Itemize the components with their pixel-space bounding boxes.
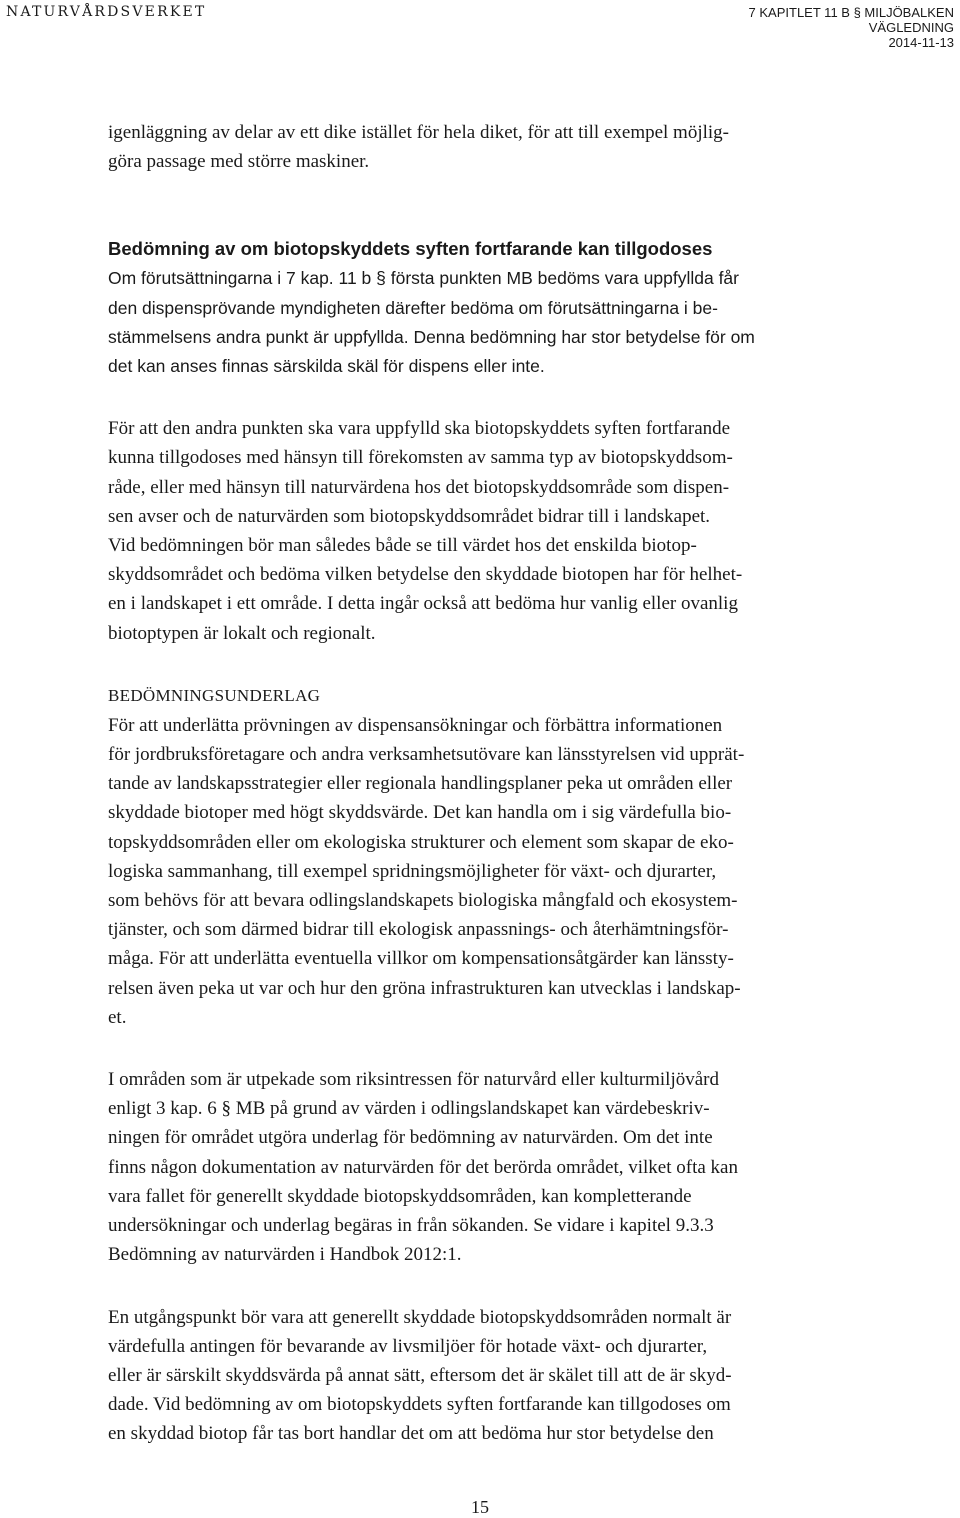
paragraph-second-point [108,414,848,648]
text-line: sen avser och de naturvärden som biotopskyddsområdet bidrar till i landskapet. [108,505,711,527]
text-line: Vid bedömningen bör man således både se till värdet hos det enskilda biotop- [108,535,697,557]
text-line: För att underlätta prövningen av dispensansökningar och förbättra informationen [108,714,723,736]
text-line: Bedömning av naturvärden i Handbok 2012:1. [108,1244,462,1266]
text-line: värdefulla antingen för bevarande av livsmiljöer för hotade växt- och djurarter, [108,1335,708,1357]
text-line: det kan anses finnas särskilda skäl för dispens eller inte. [108,356,545,377]
text-line: tjänster, och som därmed bidrar till ekologisk anpassnings- och återhämtningsför- [108,919,729,941]
text-line: göra passage med större maskiner. [108,151,370,173]
text-line: som behövs för att bevara odlingslandskapets biologiska mångfald och ekosystem- [108,890,738,912]
text-line: stämmelsens andra punkt är uppfyllda. Denna bedömning har stor betydelse för om [108,326,755,347]
text-line: en i landskapet i ett område. I detta ingår också att bedöma hur vanlig eller ovanlig [108,593,738,615]
page-content [108,118,848,1449]
paragraph-national-interest [108,1065,848,1269]
paragraph-starting-point [108,1303,848,1449]
paragraph-conditions [108,264,848,381]
text-line: logiska sammanhang, till exempel spridningsmöjligheter för växt- och djurarter, [108,860,717,882]
text-line: finns någon dokumentation av naturvärden för det berörda området, vilket ofta kan [108,1156,738,1178]
text-line: enligt 3 kap. 6 § MB på grund av värden i odlingslandskapet kan värdebeskriv- [108,1098,710,1120]
text-line: Om förutsättningarna i 7 kap. 11 b § första punkten MB bedöms vara uppfyllda får [108,268,739,289]
text-line: skyddade biotoper med högt skyddsvärde. Det kan handla om i sig värdefulla bio- [108,802,732,824]
text-line: tande av landskapsstrategier eller regionala handlingsplaner peka ut områden eller [108,773,733,795]
text-line: råde, eller med hänsyn till naturvärdena hos det biotopskyddsområde som dispen- [108,476,730,498]
text-line: måga. För att underlätta eventuella villkor om kompensationsåtgärder kan länssty- [108,948,734,970]
text-line: för jordbruksföretagare och andra verksamhetsutövare kan länsstyrelsen vid upprät- [108,744,745,766]
chapter-label: 7 KAPITLET 11 B § MILJÖBALKEN [748,5,954,20]
text-line: vara fallet för generellt skyddade biotopskyddsområden, kan kompletterande [108,1185,692,1207]
document-type: VÄGLEDNING [868,20,954,35]
text-line: undersökningar och underlag begäras in från sökanden. Se vidare i kapitel 9.3.3 [108,1215,714,1237]
subsection-heading: BEDÖMNINGSUNDERLAG [108,685,321,705]
text-line: En utgångspunkt bör vara att generellt skyddade biotopskyddsområden normalt är [108,1306,732,1328]
text-line: igenläggning av delar av ett dike istället för hela diket, för att till exempel möjlig- [108,122,729,143]
text-line: biotoptypen är lokalt och regionalt. [108,622,376,644]
page-number: 15 [471,1497,489,1517]
section-heading: Bedömning av om biotopskyddets syften fortfarande kan tillgodoses [108,238,713,260]
text-line: relsen även peka ut var och hur den gröna infrastrukturen kan utvecklas i landskap- [108,977,741,999]
agency-logo: NATURVÅRDSVERKET [6,4,207,20]
text-line: topskyddsområden eller om ekologiska strukturer och element som skapar de eko- [108,831,734,853]
text-line: en skyddad biotop får tas bort handlar det om att bedöma hur stor betydelse den [108,1423,714,1445]
text-line: dade. Vid bedömning av om biotopskyddets syften fortfarande kan tillgodoses om [108,1394,731,1416]
text-line: För att den andra punkten ska vara uppfylld ska biotopskyddets syften fortfarande [108,418,731,440]
text-line: eller är särskilt skyddsvärda på annat sätt, eftersom det är skälet till att de är skyd- [108,1364,732,1386]
text-line: et. [108,1006,127,1028]
text-line: I områden som är utpekade som riksintressen för naturvård eller kulturmiljövård [108,1069,719,1091]
text-line: kunna tillgodoses med hänsyn till förekomsten av samma typ av biotopskyddsom- [108,447,733,469]
document-date: 2014-11-13 [888,35,954,50]
document-header [749,5,954,50]
paragraph-basis [108,711,848,1032]
intro-paragraph [108,118,848,176]
text-line: ningen för området utgöra underlag för bedömning av naturvärden. Om det inte [108,1127,713,1149]
text-line: skyddsområdet och bedöma vilken betydelse den skyddade biotopen har för helhet- [108,564,743,586]
text-line: den dispensprövande myndigheten därefter bedöma om förutsättningarna i be- [108,297,718,318]
